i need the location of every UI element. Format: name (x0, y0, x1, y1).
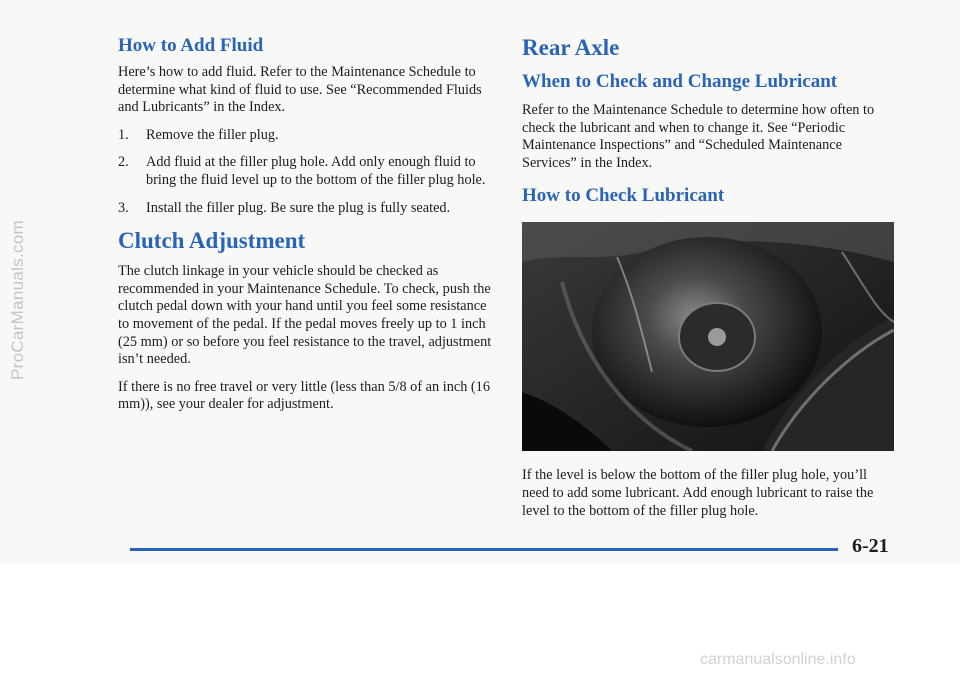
step-2-number: 2. (118, 154, 129, 171)
step-3-text: Install the filler plug. Be sure the plug is fully seated. (146, 199, 451, 216)
footer-rule (130, 548, 838, 551)
side-watermark (0, 160, 38, 440)
photo-caption: If the level is below the bottom of the filler plug hole, you’ll need to add some lubricant. Add enough lubricant to raise the level to the bottom of the filler plug hole. (522, 467, 874, 519)
when-text: Refer to the Maintenance Schedule to determine how often to check the lubricant and when to change it. See “Periodic Maintenance Inspections” and “Scheduled Maintenance Services” in the Index. (522, 102, 875, 171)
step-2-text: Add fluid at the filler plug hole. Add only enough fluid to bring the fluid level up to the bottom of the filler plug hole. (146, 154, 486, 188)
step-1-number: 1. (118, 126, 129, 143)
add-fluid-heading: How to Add Fluid (118, 35, 264, 56)
add-fluid-intro: Here’s how to add fluid. Refer to the Maintenance Schedule to determine what kind of fluid to use. See “Recommended Fluids and Lubricants” in the Index. (118, 64, 482, 116)
step-3-number: 3. (118, 199, 129, 216)
when-heading: When to Check and Change Lubricant (522, 71, 838, 92)
clutch-para-1: The clutch linkage in your vehicle should be checked as recommended in your Maintenance Schedule. To check, push the clutch pedal down with your hand until you feel some resistance to movement of the pedal. If the pedal moves freely up to 1 inch (25 mm) or so before you feel resistance to the travel, adjustment isn’t needed. (118, 263, 492, 368)
bottom-watermark: carmanualsonline.info (700, 651, 856, 668)
clutch-para-2: If there is no free travel or very little (less than 5/8 of an inch (16 mm)), see your dealer for adjustment. (118, 378, 490, 413)
check-heading: How to Check Lubricant (522, 185, 725, 207)
right-column (522, 34, 894, 520)
rear-axle-photo-art (522, 222, 894, 451)
page-number: 6-21 (852, 535, 889, 557)
step-1 (118, 127, 498, 145)
rear-axle-photo (522, 222, 894, 451)
side-watermark-text: ProCarManuals.com (8, 219, 27, 381)
left-column (118, 34, 498, 414)
clutch-heading: Clutch Adjustment (118, 228, 306, 254)
step-2 (118, 154, 498, 189)
rear-axle-heading: Rear Axle (522, 35, 620, 60)
add-fluid-steps (118, 127, 498, 217)
step-1-text: Remove the filler plug. (146, 126, 279, 143)
step-3 (118, 200, 498, 218)
